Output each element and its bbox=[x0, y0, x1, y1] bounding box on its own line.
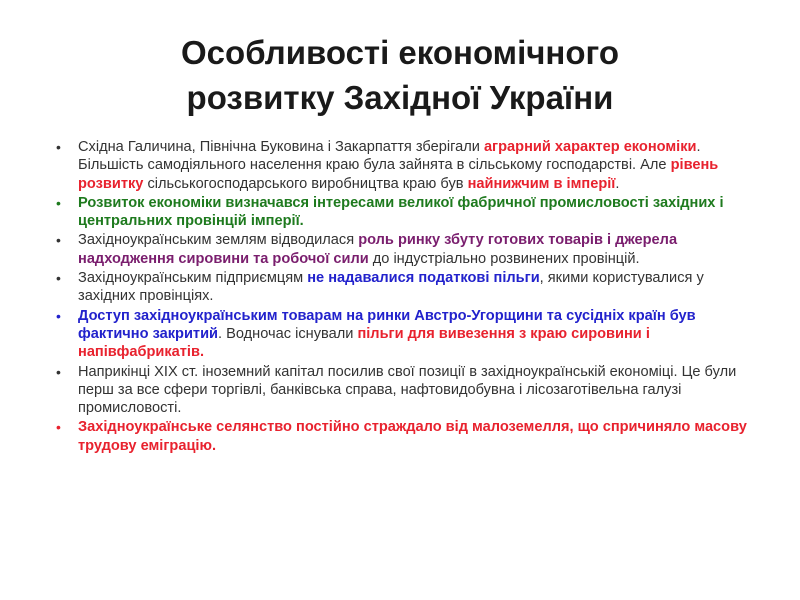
text-segment: , якими користувалися у західних провінціях. bbox=[78, 270, 704, 305]
bullet-item bbox=[52, 138, 752, 193]
highlight-segment: аграрний характер економіки bbox=[483, 139, 697, 155]
bullet-text bbox=[78, 139, 718, 192]
highlight-segment: пільги для вивезення з краю сировини і напівфабрикатів. bbox=[78, 325, 650, 361]
highlight-segment: Доступ західноукраїнським товарам на ринки Австро-Угорщини та сусідніх країн був фактично закритий bbox=[78, 307, 696, 342]
bullet-item bbox=[52, 231, 752, 268]
text-segment: . Більшість самодіяльного населення краю була зайнята в сільському господарстві. Але bbox=[78, 139, 701, 174]
highlight-segment: Західноукраїнське селянство постійно страждало від малоземелля, що спричиняло масову трудову еміграцію. bbox=[78, 419, 747, 454]
text-segment: Західноукраїнським землям відводилася bbox=[78, 232, 359, 249]
bullet-item bbox=[52, 269, 752, 306]
bullet-marker: • bbox=[56, 139, 61, 155]
bullet-marker: • bbox=[56, 232, 61, 249]
bullet-marker: • bbox=[56, 307, 61, 324]
text-segment: Наприкінці XIX ст. іноземний капітал посилив свої позиції в західноукраїнській економіці. Це були перш за все сфери торгівлі, банківська справа, нафтовидобувна і лісозаготівельна галузі промисловості. bbox=[78, 363, 737, 417]
text-segment: Східна Галичина, Північна Буковина і Закарпаття зберігали bbox=[78, 139, 484, 155]
highlight-segment: не надавалися податкові пільги bbox=[307, 270, 540, 287]
bullet-item bbox=[52, 418, 752, 455]
bullet-item bbox=[52, 194, 752, 231]
title-line-2: розвитку Західної України bbox=[186, 79, 614, 116]
highlight-segment: Розвиток економіки визначався інтересами великої фабричної промисловості західних і центральних провінцій імперії. bbox=[78, 194, 724, 230]
bullet-list bbox=[52, 138, 752, 456]
bullet-marker: • bbox=[56, 194, 61, 211]
text-segment: . Водночас існували bbox=[218, 325, 358, 342]
bullet-item bbox=[52, 363, 752, 418]
page-title bbox=[40, 30, 760, 120]
bullet-text bbox=[78, 419, 747, 453]
bullet-marker: • bbox=[56, 419, 61, 436]
text-segment: . bbox=[615, 175, 620, 192]
highlight-segment: роль ринку збуту готових товарів і джерела надходження сировини та робочої сили bbox=[78, 232, 678, 267]
bullet-text bbox=[78, 270, 704, 304]
text-segment: сільськогосподарського виробництва краю був bbox=[143, 175, 468, 192]
highlight-segment: рівень розвитку bbox=[78, 157, 719, 192]
text-segment: Західноукраїнським підприємцям bbox=[78, 270, 308, 287]
bullet-item bbox=[52, 307, 752, 362]
bullet-text bbox=[78, 195, 724, 229]
highlight-segment: найнижчим в імперії bbox=[467, 175, 616, 192]
bullet-marker: • bbox=[56, 270, 61, 287]
bullet-text bbox=[78, 308, 696, 361]
title-line-1: Особливості економічного bbox=[181, 34, 619, 71]
bullet-text bbox=[78, 232, 677, 266]
text-segment: до індустріально розвинених провінцій. bbox=[368, 250, 640, 267]
bullet-marker: • bbox=[56, 363, 61, 380]
bullet-text bbox=[78, 364, 736, 417]
